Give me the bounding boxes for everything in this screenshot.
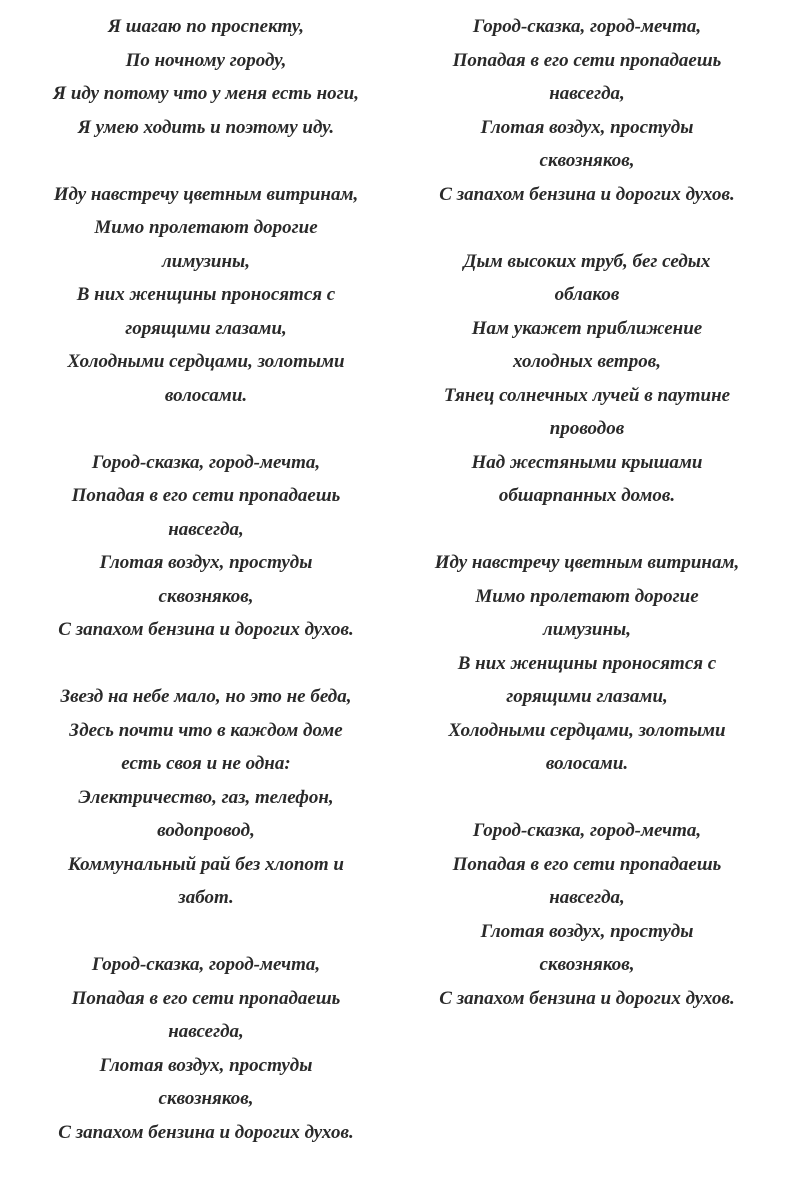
- lyric-line: горящими глазами,: [506, 686, 668, 707]
- lyric-line: В них женщины проносятся с: [76, 284, 336, 305]
- lyric-line: Дым высоких труб, бег седых: [463, 250, 711, 272]
- lyric-line: Попадая в его сети пропадаешь: [452, 853, 722, 875]
- lyric-line: волосами.: [164, 384, 248, 406]
- stanza: [14, 446, 398, 647]
- lyric-line: волосами.: [545, 753, 629, 774]
- lyric-line: сквозняков,: [158, 1088, 254, 1109]
- lyric-line: Мимо пролетают дорогие: [475, 585, 699, 607]
- lyric-line: Город-сказка, город-мечта,: [472, 16, 702, 37]
- lyric-line: Попадая в его сети пропадаешь: [71, 987, 341, 1009]
- lyric-line: Над жестяными крышами: [471, 451, 703, 473]
- lyric-line: сквозняков,: [158, 585, 254, 607]
- lyric-line: Глотая воздух, простуды: [480, 116, 694, 138]
- lyric-line: Тянец солнечных лучей в паутине: [443, 384, 731, 406]
- lyric-line: Попадая в его сети пропадаешь: [71, 485, 341, 506]
- stanza: [14, 178, 398, 413]
- lyric-line: Глотая воздух, простуды: [99, 1054, 313, 1076]
- lyric-line: Холодными сердцами, золотыми: [448, 719, 726, 741]
- lyric-line: холодных ветров,: [513, 351, 661, 372]
- lyric-line: лимузины,: [162, 250, 250, 272]
- lyric-line: водопровод,: [157, 820, 255, 841]
- lyric-line: Город-сказка, город-мечта,: [91, 451, 321, 473]
- lyric-line: Я иду потому что у меня есть ноги,: [52, 83, 359, 104]
- lyric-line: Город-сказка, город-мечта,: [91, 954, 321, 975]
- lyric-line: Город-сказка, город-мечта,: [472, 820, 702, 841]
- lyric-line: Глотая воздух, простуды: [99, 552, 313, 573]
- lyric-line: забот.: [178, 887, 234, 908]
- stanza: [14, 680, 398, 915]
- lyric-line: По ночному городу,: [125, 49, 287, 71]
- lyric-line: Я умею ходить и поэтому иду.: [77, 116, 335, 138]
- lyric-line: Глотая воздух, простуды: [480, 920, 694, 942]
- lyric-line: лимузины,: [543, 619, 631, 640]
- lyric-line: навсегда,: [168, 1021, 244, 1042]
- stanza: [14, 10, 398, 144]
- lyric-line: С запахом бензина и дорогих духов.: [439, 987, 735, 1009]
- lyric-line: обшарпанных домов.: [498, 485, 676, 506]
- lyric-line: Коммунальный рай без хлопот и: [68, 853, 344, 875]
- lyric-line: Мимо пролетают дорогие: [94, 217, 318, 238]
- lyric-line: сквозняков,: [539, 150, 635, 171]
- lyric-line: облаков: [554, 284, 620, 305]
- lyric-line: Холодными сердцами, золотыми: [67, 351, 345, 372]
- lyric-line: С запахом бензина и дорогих духов.: [58, 1121, 354, 1143]
- lyric-line: Иду навстречу цветным витринам,: [53, 183, 359, 205]
- lyric-line: сквозняков,: [539, 954, 635, 975]
- lyric-line: навсегда,: [549, 887, 625, 908]
- stanza: [400, 546, 774, 781]
- lyrics-column-right: [400, 10, 774, 1049]
- lyric-line: Я шагаю по проспекту,: [107, 16, 305, 37]
- lyrics-column-left: [14, 10, 398, 1183]
- stanza: [400, 245, 774, 513]
- lyric-line: навсегда,: [549, 83, 625, 104]
- lyric-line: Попадая в его сети пропадаешь: [452, 49, 722, 71]
- lyric-line: проводов: [549, 418, 625, 439]
- stanza: [400, 10, 774, 211]
- stanza: [14, 948, 398, 1149]
- lyric-line: В них женщины проносятся с: [457, 652, 717, 674]
- lyric-line: горящими глазами,: [125, 317, 287, 339]
- lyric-line: Звезд на небе мало, но это не беда,: [60, 686, 352, 707]
- stanza: [400, 814, 774, 1015]
- lyric-line: Иду навстречу цветным витринам,: [434, 552, 740, 573]
- lyric-line: Электричество, газ, телефон,: [78, 786, 334, 808]
- lyric-line: есть своя и не одна:: [121, 753, 291, 774]
- lyric-line: Здесь почти что в каждом доме: [69, 719, 343, 741]
- lyric-line: С запахом бензина и дорогих духов.: [58, 619, 354, 640]
- lyric-line: С запахом бензина и дорогих духов.: [439, 183, 735, 205]
- lyric-line: Нам укажет приближение: [471, 317, 703, 339]
- lyric-line: навсегда,: [168, 518, 244, 540]
